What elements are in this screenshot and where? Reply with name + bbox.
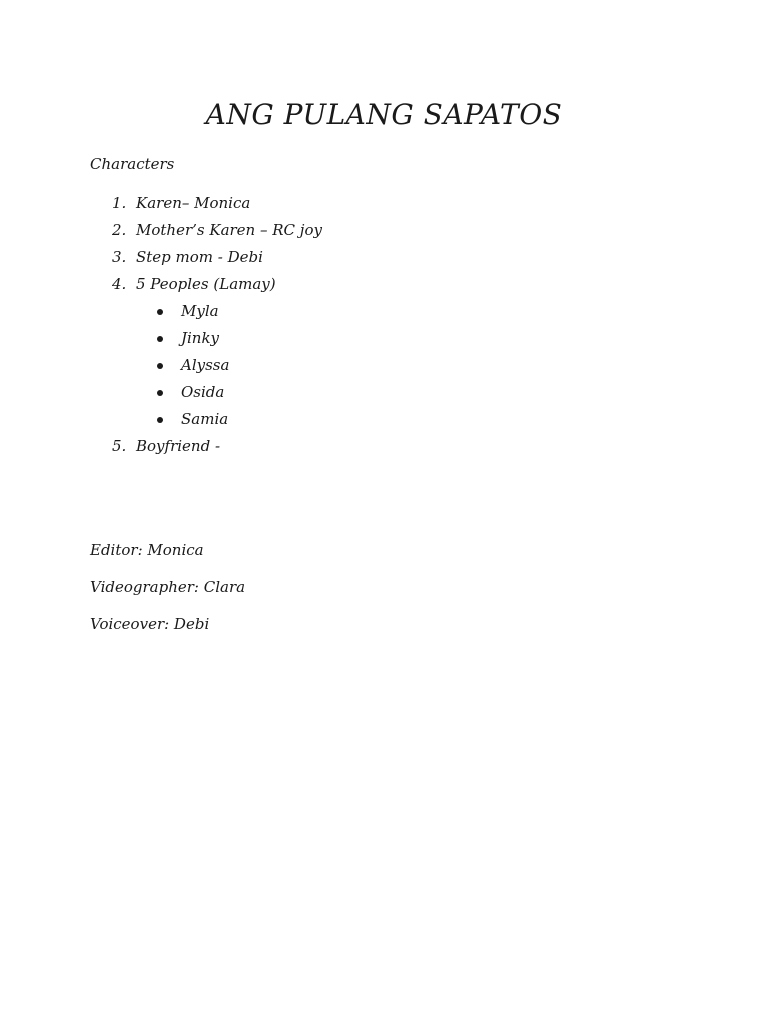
bullet-icon	[157, 390, 163, 396]
character-entry: Boyfriend -	[136, 437, 221, 455]
person-name: Alyssa	[181, 356, 230, 374]
videographer-credit: Videographer: Clara	[90, 578, 246, 596]
list-number: 5.	[112, 437, 127, 455]
character-entry: Karen– Monica	[136, 194, 251, 212]
character-entry: Mother’s Karen – RC joy	[136, 221, 322, 239]
credits-section	[90, 540, 245, 651]
list-number: 4.	[112, 275, 127, 293]
voiceover-credit: Voiceover: Debi	[90, 615, 210, 633]
bullet-icon	[157, 309, 163, 315]
person-name: Myla	[181, 302, 219, 320]
document-title: ANG PULANG SAPATOS	[205, 98, 563, 131]
list-number: 3.	[112, 248, 127, 266]
person-name: Jinky	[181, 329, 220, 347]
bullet-icon	[157, 336, 163, 342]
list-number: 2.	[112, 221, 127, 239]
characters-heading: Characters	[90, 155, 175, 173]
bullet-icon	[157, 417, 163, 423]
character-entry: 5 Peoples (Lamay)	[136, 275, 276, 293]
character-entry: Step mom - Debi	[136, 248, 263, 266]
person-name: Osida	[181, 383, 225, 401]
bullet-icon	[157, 363, 163, 369]
editor-credit: Editor: Monica	[90, 541, 204, 559]
person-name: Samia	[181, 410, 229, 428]
list-number: 1.	[112, 194, 127, 212]
